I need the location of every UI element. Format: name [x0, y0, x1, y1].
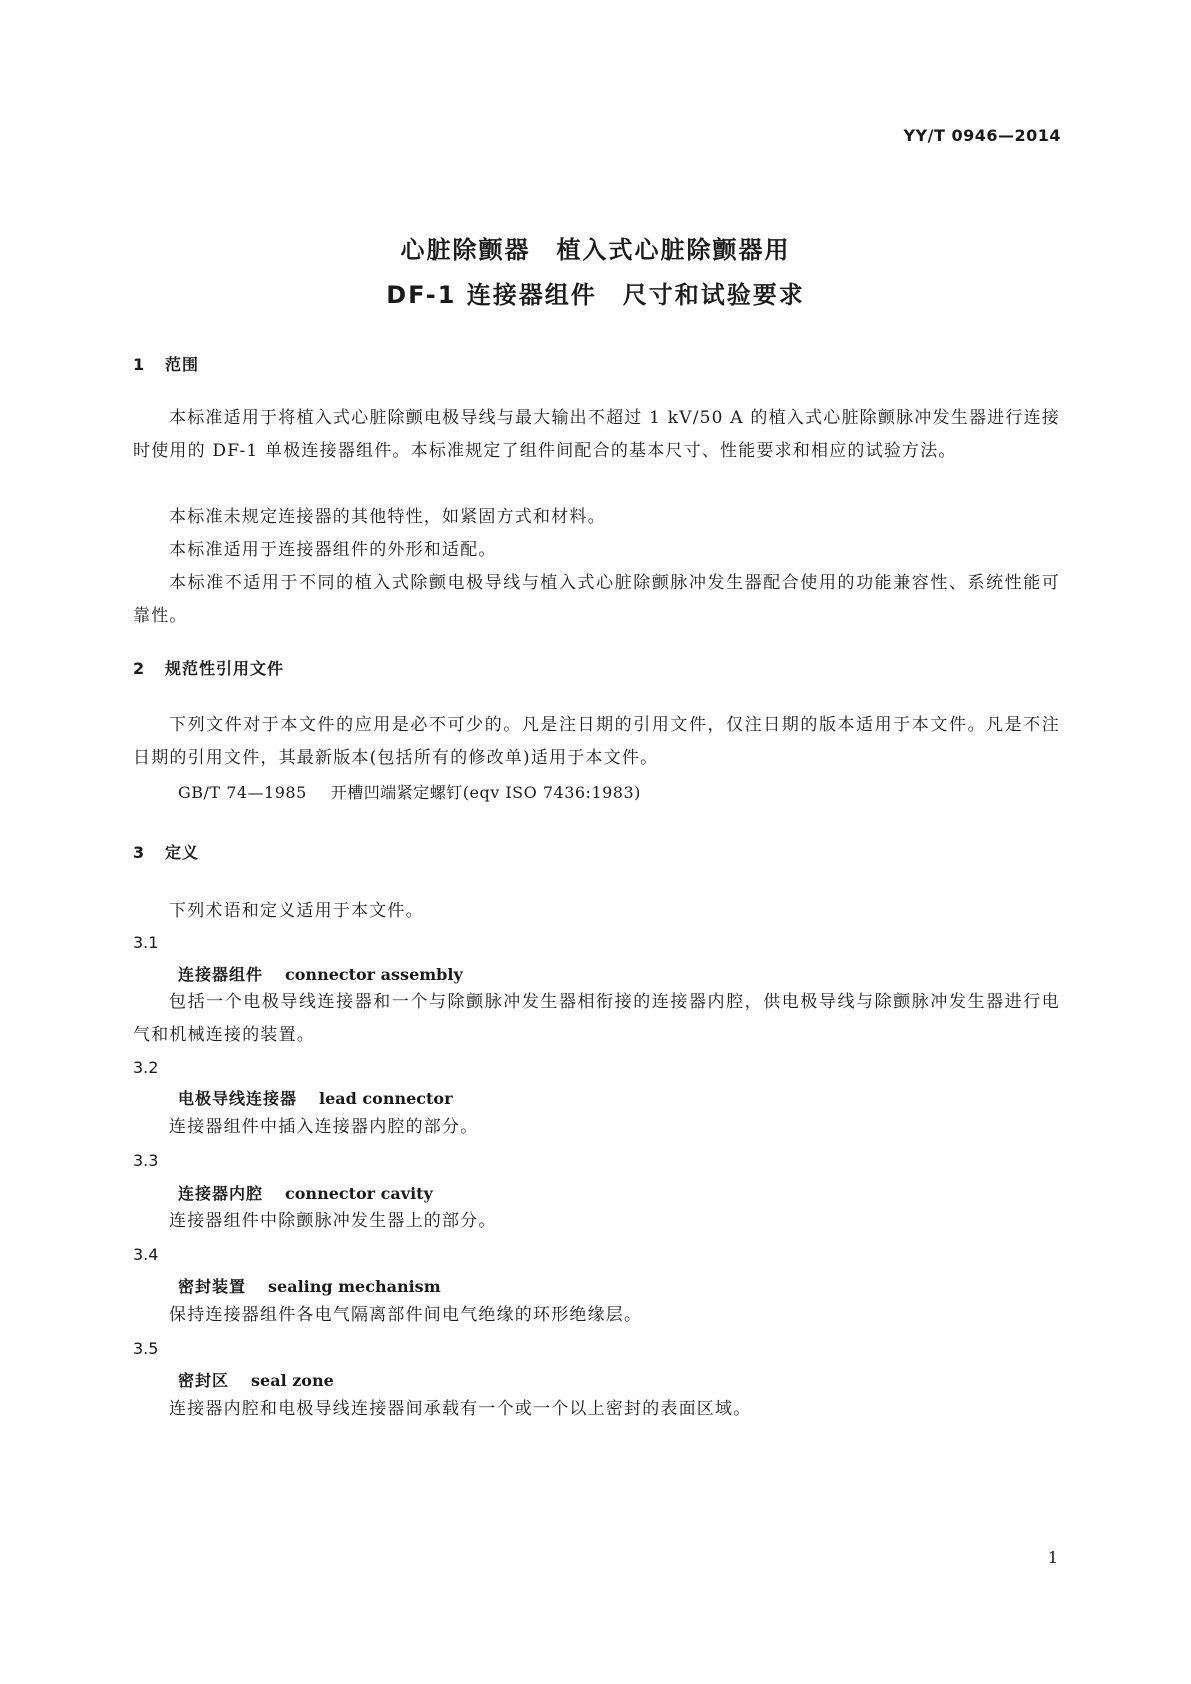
section-title: 定义 [165, 843, 200, 862]
term-heading [178, 962, 463, 985]
term-number: 3.5 [133, 1339, 159, 1358]
section-title: 范围 [165, 355, 200, 374]
term-heading [178, 1368, 334, 1391]
term-chinese: 连接器内腔 [178, 1184, 264, 1203]
section-3-heading [133, 840, 199, 863]
reference-title: 开槽凹端紧定螺钉(eqv ISO 7436:1983) [330, 783, 641, 802]
term-english: sealing mechanism [268, 1277, 441, 1296]
section-1-paragraph-4: 本标准不适用于不同的植入式除颤电极导线与植入式心脏除颤脉冲发生器配合使用的功能兼容性、系统性能可靠性。 [133, 573, 1060, 626]
term-number: 3.3 [133, 1151, 159, 1170]
reference-code: GB/T 74—1985 [178, 783, 307, 802]
section-number: 3 [133, 843, 146, 862]
section-3-intro: 下列术语和定义适用于本文件。 [169, 901, 424, 921]
term-english: seal zone [251, 1371, 334, 1390]
document-title-line-2: DF-1 连接器组件 尺寸和试验要求 [386, 281, 805, 309]
term-number: 3.2 [133, 1058, 159, 1077]
section-1-paragraph-2: 本标准未规定连接器的其他特性，如紧固方式和材料。 [169, 507, 606, 527]
section-title: 规范性引用文件 [165, 659, 285, 678]
term-number: 3.4 [133, 1245, 159, 1264]
term-heading [178, 1181, 433, 1204]
term-definition: 保持连接器组件各电气隔离部件间电气绝缘的环形绝缘层。 [169, 1305, 643, 1325]
section-number: 1 [133, 355, 146, 374]
section-1-heading [133, 352, 199, 375]
term-english: lead connector [319, 1089, 453, 1108]
term-chinese: 连接器组件 [178, 965, 264, 984]
document-title-line-1: 心脏除颤器 植入式心脏除颤器用 [400, 236, 791, 264]
section-number: 2 [133, 659, 146, 678]
term-english: connector cavity [285, 1184, 433, 1203]
term-heading [178, 1086, 453, 1109]
section-1-paragraph-1: 本标准适用于将植入式心脏除颤电极导线与最大输出不超过 1 kV/50 A 的植入式心脏除颤脉冲发生器进行连接时使用的 DF-1 单极连接器组件。本标准规定了组件间配合的基本尺寸、性能要求和相应的试验方法。 [133, 408, 1060, 461]
document-code: YY/T 0946—2014 [903, 126, 1061, 145]
section-2-paragraph-1: 下列文件对于本文件的应用是必不可少的。凡是注日期的引用文件，仅注日期的版本适用于本文件。凡是不注日期的引用文件，其最新版本(包括所有的修改单)适用于本文件。 [133, 715, 1060, 768]
page-number: 1 [1047, 1548, 1058, 1567]
section-1-paragraph-3: 本标准适用于连接器组件的外形和适配。 [169, 540, 497, 560]
term-number: 3.1 [133, 933, 159, 952]
section-2-heading [133, 656, 284, 679]
term-english: connector assembly [285, 965, 463, 984]
term-chinese: 电极导线连接器 [178, 1089, 298, 1108]
term-chinese: 密封区 [178, 1371, 230, 1390]
term-definition: 包括一个电极导线连接器和一个与除颤脉冲发生器相衔接的连接器内腔，供电极导线与除颤脉冲发生器进行电气和机械连接的装置。 [133, 992, 1060, 1045]
term-heading [178, 1274, 441, 1297]
term-definition: 连接器内腔和电极导线连接器间承载有一个或一个以上密封的表面区域。 [169, 1399, 752, 1419]
term-definition: 连接器组件中除颤脉冲发生器上的部分。 [169, 1211, 497, 1231]
normative-reference [178, 780, 641, 803]
term-chinese: 密封装置 [178, 1277, 247, 1296]
term-definition: 连接器组件中插入连接器内腔的部分。 [169, 1117, 479, 1137]
